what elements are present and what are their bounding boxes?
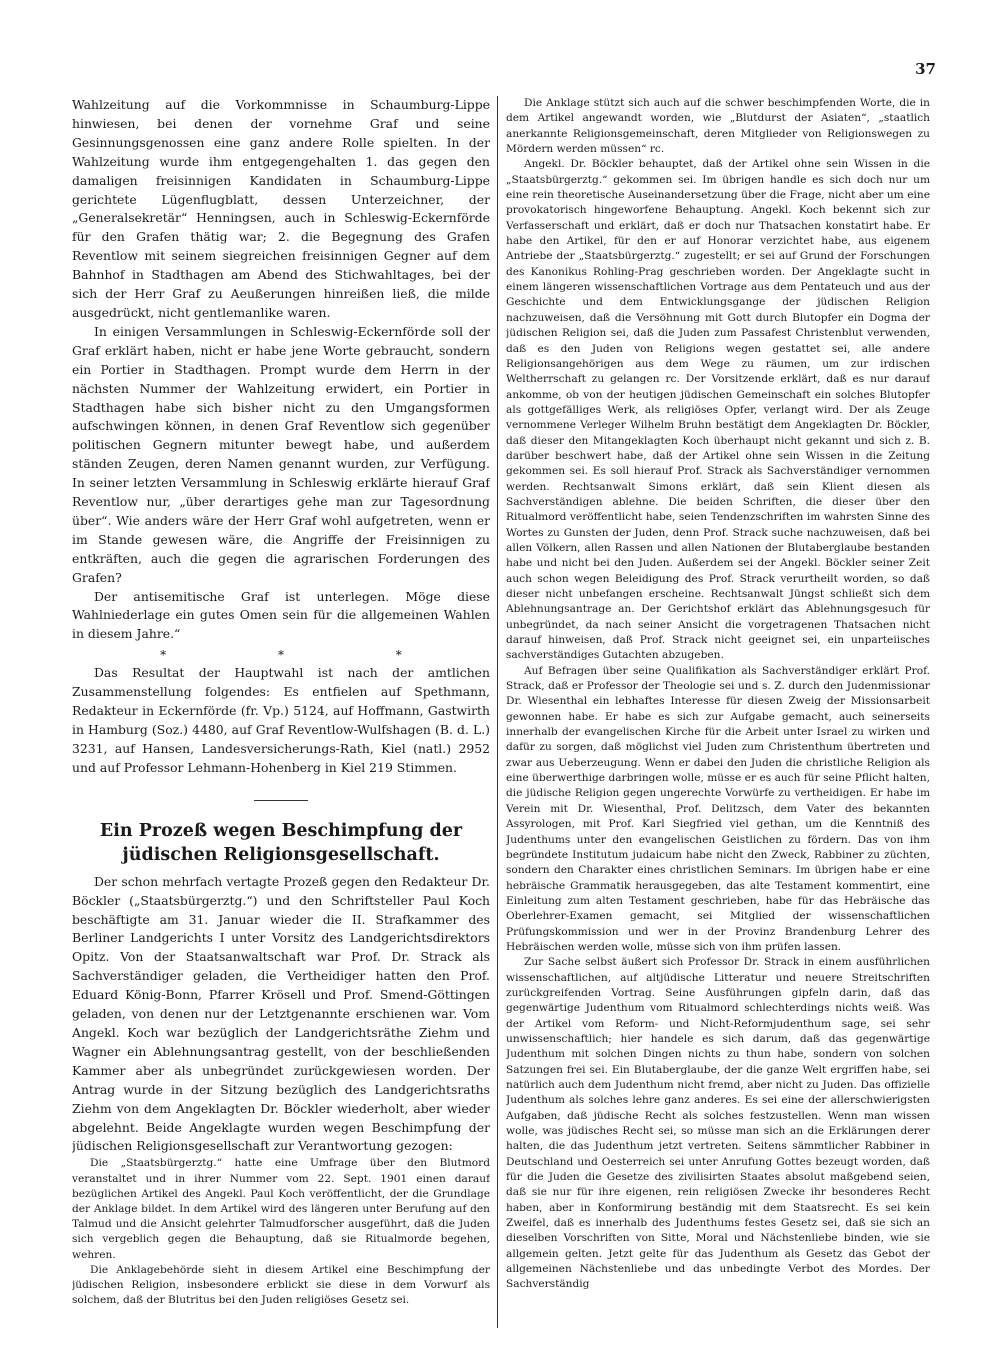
paragraph: Auf Befragen über seine Qualifikation als Sachverständiger erklärt Prof. Strack, daß er Professor der Theologie sei und s. Z. durch den Judenmissionar Dr. Wiesenthal ein lebhaftes Interesse für diesen Zweig der Missionsarbeit gewonnen habe. Er habe es sich zur Aufgabe gemacht, auch seinerseits innerhalb der evangelischen Kirche für die Arbeit unter Israel zu wirken und dafür zu sorgen, daß möglichst viel Juden zum Christenthum übertreten und zwar aus Ueberzeugung. Wenn er dabei den Juden die christliche Religion als eine überwerthige darbringen wolle, müsse er es auch für seine Pflicht halten, die jüdische Religion gegen ungerechte Vorwürfe zu vertheidigen. Er habe im Verein mit Dr. Wiesenthal, Prof. Delitzsch, dem Vater des bekannten Assyrologen, mit Prof. Karl Siegfried viel gethan, um die Kenntniß des Judenthums unter den evangelischen Geistlichen zu fördern. Das von ihm begründete Institutum judaicum habe nicht den Zweck, Rabbiner zu züchten, sondern den Charakter eines christlichen Seminars. Im übrigen habe er eine hebräische Grammatik herausgegeben, das alte Testament kommentirt, eine Einleitung zum alten Testament geschrieben, habe für das Hebräische das Oberlehrer-Examen gemacht, sei Mitglied der wissenschaftlichen Prüfungskommission und wer in der Provinz Brandenburg Lehrer des Hebräischen werden wolle, müsse sich von ihm prüfen lassen. (506, 664, 930, 953)
paragraph: In einigen Versammlungen in Schleswig-Eckernförde soll der Graf erklärt haben, nicht er habe jene Worte gebraucht, sondern ein Portier in Stadthagen. Prompt wurde dem Herrn in der nächsten Nummer der Wahlzeitung erwidert, ein Portier in Stadthagen habe sich bisher nicht zu den Umgangsformen aufschwingen können, in denen Graf Reventlow sich gegenüber politischen Gegnern mitunter bewegt habe, und außerdem ständen Zeugen, deren Namen genannt wurden, zur Verfügung. In seiner letzten Versammlung in Schleswig erklärte hierauf Graf Reventlow nur, „über derartiges gehe man zur Tagesordnung über“. Wie anders wäre der Herr Graf wohl aufgetreten, wenn er im Stande gewesen wäre, die Angriffe der Freisinnigen zu entkräften, auch die gegen die agrarischen Forderungen des Grafen? (72, 323, 490, 585)
paragraph: Die „Staatsbürgerztg.“ hatte eine Umfrage über den Blutmord veranstaltet und in ihrer Nummer vom 22. Sept. 1901 einen darauf bezüglichen Artikel des Angekl. Paul Koch veröffentlicht, der die Grundlage der Anklage bildet. In dem Artikel wird des längeren unter Berufung auf den Talmud und die Ansicht gelehrter Talmudforscher ausgeführt, daß die Juden sich vergeblich gegen die Behauptung, daß sie Ritualmorde begehen, wehren. (72, 1157, 490, 1261)
section-divider (254, 800, 308, 801)
column-divider (497, 96, 498, 1328)
separator-stars: * * * (160, 648, 456, 663)
paragraph: Der antisemitische Graf ist unterlegen. Möge diese Wahlniederlage ein gutes Omen sein für die allgemeinen Wahlen in diesem Jahre.“ (72, 588, 490, 642)
left-column (72, 96, 490, 1328)
paragraph: Der schon mehrfach vertagte Prozeß gegen den Redakteur Dr. Böckler („Staatsbürgerztg.“) und den Schriftsteller Paul Koch beschäftigte am 31. Januar wieder die II. Strafkammer des Berliner Landgerichts I unter Vorsitz des Landgerichtsdirektors Opitz. Von der Staatsanwaltschaft war Prof. Dr. Strack als Sachverständiger geladen, die Vertheidiger hatten den Prof. Eduard König-Bonn, Pfarrer Krösell und Prof. Smend-Göttingen geladen, von denen nur der Letztgenannte erschienen war. Vom Angekl. Koch war bezüglich der Landgerichtsräthe Ziehm und Wagner ein Ablehnungsantrag gestellt, von der beschließenden Kammer aber als unbegründet zurückgewiesen worden. Der Antrag wurde in der Sitzung bezüglich des Landgerichtsraths Ziehm von dem Angeklagten Dr. Böckler wiederholt, aber wieder abgelehnt. Beide Angeklagte wurden wegen Beschimpfung der jüdischen Religionsgesellschaft zur Verantwortung gezogen: (72, 873, 490, 1154)
article-title: Ein Prozeß wegen Beschimpfung der jüdischen Religionsgesellschaft. (99, 820, 463, 865)
paragraph: Die Anklage stützt sich auch auf die schwer beschimpfenden Worte, die in dem Artikel angewandt worden, wie „Blutdurst der Asiaten“, „staatlich anerkannte Religionsgemeinschaft, deren Mitglieder von Religionswegen zu Mördern werden müssen“ rc. (506, 97, 930, 156)
right-column (506, 96, 930, 1328)
page-number: 37 (915, 60, 936, 78)
paragraph: Wahlzeitung auf die Vorkommnisse in Schaumburg-Lippe hinwiesen, bei denen der vornehme Graf und seine Gesinnungsgenossen eine ganz andere Rolle spielten. In der Wahlzeitung wurde ihm entgegengehalten 1. das gegen den damaligen freisinnigen Kandidaten in Schaumburg-Lippe gerichtete Lügenflugblatt, dessen Unterzeichner, der „Generalsekretär“ Henningsen, auch in Schleswig-Eckernförde für den Grafen thätig war; 2. die Begegnung des Grafen Reventlow mit seinem siegreichen freisinnigen Gegner auf dem Bahnhof in Stadthagen am Abend des Stichwahltages, bei der sich der Herr Graf zu Aeußerungen hinreißen ließ, die milde ausgedrückt, nicht gentlemanlike waren. (72, 97, 490, 320)
paragraph: Das Resultat der Hauptwahl ist nach der amtlichen Zusammenstellung folgendes: Es entfielen auf Spethmann, Redakteur in Eckernförde (fr. Vp.) 5124, auf Hoffmann, Gastwirth in Hamburg (Soz.) 4480, auf Graf Reventlow-Wulfshagen (B. d. L.) 3231, auf Hansen, Landesversicherungs-Rath, Kiel (natl.) 2952 und auf Professor Lehmann-Hohenberg in Kiel 219 Stimmen. (72, 665, 490, 775)
quoted-block (72, 1156, 490, 1308)
paragraph: Zur Sache selbst äußert sich Professor Dr. Strack in einem ausführlichen wissenschaftlichen, auf altjüdische Litteratur und neuere Streitschriften zurückgreifenden Vortrag. Seine Ausführungen gipfeln darin, daß das gegenwärtige Judenthum vom Ritualmord schlechterdings nichts weiß. Was der Artikel vom Reform- und Nicht-Reformjudenthum sage, sei sehr unwissenschaftlich; hier handele es sich darum, daß das gegenwärtige Judenthum mit solchen Dingen nichts zu thun habe, sondern von solchen Satzungen frei sei. Ein Blutaberglaube, der die ganze Welt ergriffen habe, sei natürlich auch dem Judenthum nicht fremd, aber nicht zu Juden. Das offizielle Judenthum als solches lehre ganz anderes. Es sei eine der allerschwierigsten Aufgaben, daß jüdische Recht als solches festzustellen. Wenn man wissen wolle, was jüdisches Recht sei, so müsse man sich an die Erklärungen derer halten, die das Judenthum jetzt vertreten. Seitens sämmtlicher Rabbiner in Deutschland und Oesterreich sei unter Anrufung Gottes bezeugt worden, daß für die Juden die Gesetze des zivilisirten Staates absolut maßgebend seien, daß sie nur für ihre eigenen, rein religiösen Zwecke ihr besonderes Recht haben, aber in Konformirung beständig mit dem Staatsrecht. Es sei kein Zweifel, daß es innerhalb des Judenthums festes Gesetz sei, daß sie sich an dieselben Vorschriften von Sitte, Moral und Nächstenliebe binden, wie sie allgemein gelten. Jetzt gelte für das Judenthum als Gesetz das Gebot der allgemeinen Nächstenliebe und das unbedingte Verbot des Mordes. Der Sachverständig (506, 956, 930, 1291)
paragraph: Angekl. Dr. Böckler behauptet, daß der Artikel ohne sein Wissen in die „Staatsbürgerztg.“ gekommen sei. Im übrigen handle es sich doch nur um eine rein theoretische Auseinandersetzung über die Frage, nicht aber um eine provokatorisch hingeworfene Behauptung. Angekl. Koch bekennt sich zur Verfasserschaft und erklärt, daß er doch nur Thatsachen konstatirt habe. Er habe den Artikel, für den er auf Honorar verzichtet habe, aus eigenem Antriebe der „Staatsbürgerztg.“ zugestellt; er sei auf Grund der Forschungen des Kanonikus Rohling-Prag geschrieben worden. Der Angeklagte sucht in einem längeren wissenschaftlichen Vortrage aus dem Pentateuch und aus der Geschichte und dem Entwicklungsgange der jüdischen Religion nachzuweisen, daß die Versöhnung mit Gott durch Blutopfer ein Dogma der jüdischen Religion sei, daß die Juden zum Passafest Christenblut verwenden, daß es den Juden von Religions wegen gestattet sei, alle andere Religionsangehörigen aus dem Wege zu räumen, um zur irdischen Weltherrschaft zu gelangen rc. Der Vorsitzende erklärt, daß es nur darauf ankomme, ob von der heutigen jüdischen Gemeinschaft ein solches Blutopfer als gottgefälliges Werk, als religiöses Opfer, verlangt wird. Der als Zeuge vernommene Verleger Wilhelm Bruhn bestätigt dem Angeklagten Dr. Böckler, daß dieser den Mitangeklagten Koch überhaupt nicht gekannt und sich z. B. darüber beschwert habe, daß der Artikel ohne sein Wissen in die Zeitung gekommen sei. Es soll hierauf Prof. Strack als Sachverständiger vernommen werden. Rechtsanwalt Simons erklärt, daß sein Klient diesen als Sachverständigen ablehne. Die beiden Schriften, die dieser über den Ritualmord veröffentlicht habe, seien Tendenzschriften im wahrsten Sinne des Wortes zu Gunsten der Juden, denn Prof. Strack suche nachzuweisen, daß bei allen Völkern, allen Rassen und allen Nationen der Blutaberglaube bestanden habe und nicht bei den Juden. Außerdem sei der Angekl. Böckler seiner Zeit auch schon wegen Beleidigung des Prof. Strack verurtheilt worden, so daß dieser nicht unbefangen erscheine. Rechtsanwalt Jüngst schließt sich dem Ablehnungsantrage an. Der Gerichtshof erklärt das Ablehnungsgesuch für unbegründet, da nach seiner Ansicht die vorgetragenen Thatsachen nicht darauf hinweisen, daß Prof. Strack nicht geeignet sei, ein unparteiisches sachverständiges Gutachten abzugeben. (506, 158, 930, 662)
paragraph: Die Anklagebehörde sieht in diesem Artikel eine Beschimpfung der jüdischen Religion, insbesondere erblickt sie diese in dem Vorwurf als solchem, daß der Blutritus bei den Juden religiöses Gesetz sei. (72, 1263, 490, 1307)
